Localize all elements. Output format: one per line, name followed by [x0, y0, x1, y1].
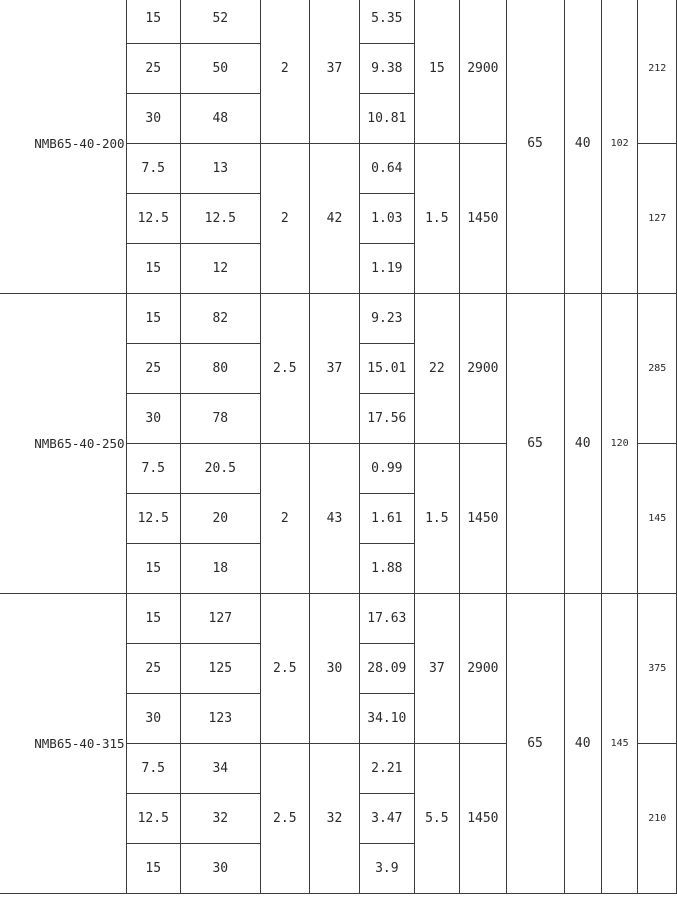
shaft-power-cell: 17.56: [360, 394, 415, 444]
shaft-power-cell: 1.03: [360, 194, 415, 244]
param-a-cell: 2.5: [260, 744, 309, 894]
shaft-power-cell: 3.9: [360, 844, 415, 894]
outlet-cell: 40: [564, 594, 601, 894]
flow-cell: 7.5: [126, 144, 180, 194]
shaft-power-cell: 5.35: [360, 0, 415, 44]
inlet-cell: 65: [506, 294, 564, 594]
flow-cell: 15: [126, 844, 180, 894]
param-a-cell: 2.5: [260, 294, 309, 444]
speed-cell: 1450: [460, 744, 507, 894]
weight-cell: 212: [638, 0, 677, 144]
head-cell: 34: [180, 744, 260, 794]
dimension-cell: 145: [601, 594, 638, 894]
model-cell: NMB65-40-250: [0, 294, 126, 594]
shaft-power-cell: 10.81: [360, 94, 415, 144]
flow-cell: 15: [126, 244, 180, 294]
inlet-cell: 65: [506, 0, 564, 294]
head-cell: 12: [180, 244, 260, 294]
param-a-cell: 2: [260, 0, 309, 144]
shaft-power-cell: 1.61: [360, 494, 415, 544]
head-cell: 32: [180, 794, 260, 844]
shaft-power-cell: 0.64: [360, 144, 415, 194]
weight-cell: 210: [638, 744, 677, 894]
flow-cell: 25: [126, 44, 180, 94]
head-cell: 20: [180, 494, 260, 544]
dimension-cell: 102: [601, 0, 638, 294]
shaft-power-cell: 15.01: [360, 344, 415, 394]
table-row: [0, 0, 677, 44]
motor-power-cell: 37: [414, 594, 459, 744]
speed-cell: 1450: [460, 144, 507, 294]
head-cell: 123: [180, 694, 260, 744]
motor-power-cell: 15: [414, 0, 459, 144]
flow-cell: 30: [126, 694, 180, 744]
head-cell: 20.5: [180, 444, 260, 494]
shaft-power-cell: 1.19: [360, 244, 415, 294]
model-cell: NMB65-40-200: [0, 0, 126, 294]
head-cell: 50: [180, 44, 260, 94]
motor-power-cell: 1.5: [414, 144, 459, 294]
flow-cell: 25: [126, 344, 180, 394]
outlet-cell: 40: [564, 0, 601, 294]
head-cell: 125: [180, 644, 260, 694]
head-cell: 12.5: [180, 194, 260, 244]
flow-cell: 15: [126, 294, 180, 344]
table-row: [0, 294, 677, 344]
head-cell: 13: [180, 144, 260, 194]
shaft-power-cell: 2.21: [360, 744, 415, 794]
head-cell: 52: [180, 0, 260, 44]
table-row: [0, 594, 677, 644]
param-b-cell: 37: [309, 0, 359, 144]
flow-cell: 15: [126, 544, 180, 594]
dimension-cell: 120: [601, 294, 638, 594]
param-a-cell: 2: [260, 444, 309, 594]
weight-cell: 375: [638, 594, 677, 744]
speed-cell: 2900: [460, 294, 507, 444]
flow-cell: 15: [126, 594, 180, 644]
speed-cell: 2900: [460, 0, 507, 144]
shaft-power-cell: 17.63: [360, 594, 415, 644]
param-a-cell: 2: [260, 144, 309, 294]
param-b-cell: 43: [309, 444, 359, 594]
flow-cell: 7.5: [126, 744, 180, 794]
shaft-power-cell: 28.09: [360, 644, 415, 694]
head-cell: 30: [180, 844, 260, 894]
flow-cell: 15: [126, 0, 180, 44]
head-cell: 127: [180, 594, 260, 644]
head-cell: 78: [180, 394, 260, 444]
speed-cell: 2900: [460, 594, 507, 744]
head-cell: 80: [180, 344, 260, 394]
param-a-cell: 2.5: [260, 594, 309, 744]
param-b-cell: 30: [309, 594, 359, 744]
flow-cell: 7.5: [126, 444, 180, 494]
motor-power-cell: 1.5: [414, 444, 459, 594]
shaft-power-cell: 9.38: [360, 44, 415, 94]
flow-cell: 12.5: [126, 494, 180, 544]
head-cell: 18: [180, 544, 260, 594]
flow-cell: 12.5: [126, 194, 180, 244]
head-cell: 48: [180, 94, 260, 144]
flow-cell: 12.5: [126, 794, 180, 844]
motor-power-cell: 5.5: [414, 744, 459, 894]
shaft-power-cell: 1.88: [360, 544, 415, 594]
head-cell: 82: [180, 294, 260, 344]
inlet-cell: 65: [506, 594, 564, 894]
shaft-power-cell: 9.23: [360, 294, 415, 344]
shaft-power-cell: 3.47: [360, 794, 415, 844]
shaft-power-cell: 34.10: [360, 694, 415, 744]
speed-cell: 1450: [460, 444, 507, 594]
param-b-cell: 42: [309, 144, 359, 294]
shaft-power-cell: 0.99: [360, 444, 415, 494]
param-b-cell: 37: [309, 294, 359, 444]
flow-cell: 25: [126, 644, 180, 694]
flow-cell: 30: [126, 394, 180, 444]
motor-power-cell: 22: [414, 294, 459, 444]
weight-cell: 145: [638, 444, 677, 594]
weight-cell: 127: [638, 144, 677, 294]
param-b-cell: 32: [309, 744, 359, 894]
flow-cell: 30: [126, 94, 180, 144]
weight-cell: 285: [638, 294, 677, 444]
outlet-cell: 40: [564, 294, 601, 594]
model-cell: NMB65-40-315: [0, 594, 126, 894]
